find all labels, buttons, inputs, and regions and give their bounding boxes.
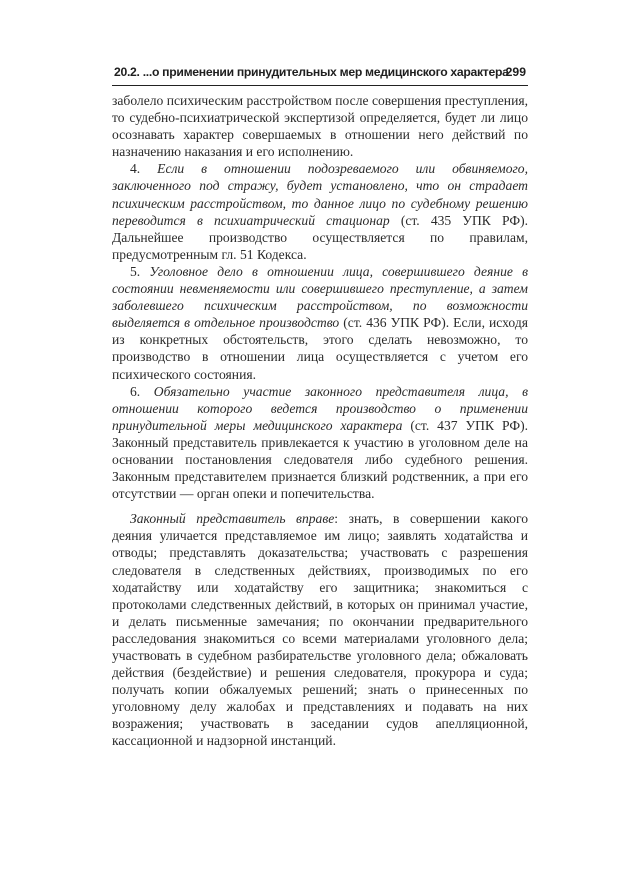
running-header: [112, 63, 528, 86]
paragraph: [112, 263, 528, 383]
paragraph: [112, 160, 528, 263]
paragraph-number: 5.: [130, 263, 141, 279]
paragraph-number: 4.: [130, 161, 141, 177]
page-body: [112, 92, 528, 750]
paragraph: [112, 92, 528, 160]
paragraph-italic-text: Уголовное дело в отношении лица, совершившего деяние в состоянии невменяемости или совершившего преступление, а затем заболевшего психическим расстройством, по возможности выделяется в отдельное производство: [112, 263, 528, 331]
paragraph-text: заболело психическим расстройством после совершения преступления, то судебно-психиатрической экспертизой определяется, будет ли лицо осознавать характер совершаемых в отношении него действий по назначению наказания и его исполнению.: [112, 93, 528, 160]
paragraph-number: 6.: [130, 383, 141, 399]
paragraph-text: : знать, в совершении какого деяния уличается представляемое им лицо; заявлять ходатайства и отводы; представлять доказательства; участвовать с разрешения следователя в следственных действиях, производимых по его ходатайству или ходатайству его защитника; знакомиться с протоколами следственных действий, в которых он принимал участие, и делать письменные замечания; по окончании предварительного расследования знакомиться со всеми материалами уголовного дела; участвовать в судебном разбирательстве уголовного дела; обжаловать действия (бездействие) и решения следователя, прокурора и суда; получать копии обжалуемых решений; знать о принесенных по уголовному делу жалобах и представлениях и подавать на них возражения; участвовать в заседании судов апелляционной, кассационной и надзорной инстанций.: [112, 511, 529, 749]
paragraph: [112, 383, 528, 503]
paragraph-italic-text: Законный представитель вправе: [130, 511, 335, 527]
paragraph: [112, 510, 528, 749]
paragraph-italic-text: Если в отношении подозреваемого или обвиняемого, заключенного под стражу, будет установлено, что он страдает психическим расстройством, то данное лицо по судебному решению переводится в психиатрический стационар: [112, 161, 528, 228]
paragraph-text: (ст. 437 УПК РФ). Законный представитель привлекается к участию в уголовном деле на основании постановления следователя либо судебного решения. Законным представителем признается близкий родственник, а при его отсутствии — орган опеки и попечительства.: [112, 417, 528, 502]
running-header-title: 20.2. ...о применении принудительных мер медицинского характера: [114, 65, 509, 79]
paragraph-italic-text: Обязательно участие законного представителя лица, в отношении которого ведется производство о применении принудительной меры медицинского характера: [112, 383, 528, 433]
page-number: 299: [505, 65, 526, 79]
paragraph-text: (ст. 435 УПК РФ). Дальнейшее производство осуществляется по правилам, предусмотренным гл. 51 Кодекса.: [112, 212, 528, 262]
paragraph-text: (ст. 436 УПК РФ). Если, исходя из конкретных обстоятельств, этого сделать невозможно, то производство в отношении лица осуществляется с учетом его психического состояния.: [112, 315, 528, 382]
